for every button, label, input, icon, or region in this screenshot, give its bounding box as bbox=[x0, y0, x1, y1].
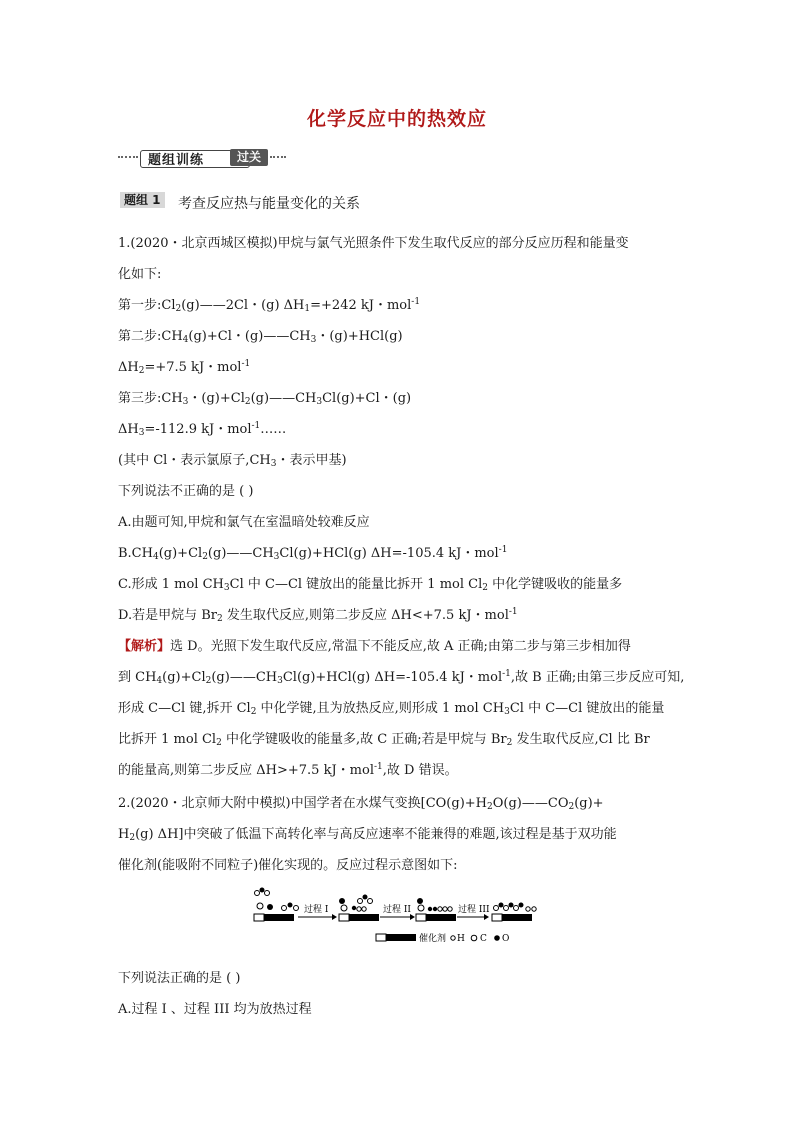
legend-h: H bbox=[457, 934, 465, 944]
q1-analysis-3: 形成 C—Cl 键,拆开 $Cl_2$ 中化学键,且为放热反应,则形成 1 mol $CH_3Cl$ 中 C—Cl 键放出的能量 bbox=[118, 701, 665, 717]
stage-4 bbox=[492, 903, 536, 922]
arrow-process-2 bbox=[380, 903, 415, 920]
section-banner bbox=[118, 148, 286, 170]
q2-question: 下列说法正确的是 ( ) bbox=[118, 971, 241, 986]
q1-analysis-1 bbox=[118, 635, 631, 654]
label-process-1: 过程 I bbox=[304, 905, 329, 915]
q1-step-1: 第一步$:Cl_2(g)——2Cl$・(g) $\Delta H_1=+242$ kJ・mol$^{-1}$ bbox=[118, 297, 421, 314]
q2-stem-1: 2.(2020・北京师大附中模拟)中国学者在水煤气变换[$CO(g)+H_2O(g)——CO_2(g)+$ bbox=[118, 796, 604, 812]
diagram-legend bbox=[376, 932, 509, 944]
group-label: 题组 1 bbox=[120, 192, 165, 208]
arrow-process-3 bbox=[457, 903, 490, 920]
banner-badge: 过关 bbox=[230, 149, 268, 166]
q1-stem-1: 1.(2020・北京西城区模拟)甲烷与氯气光照条件下发生取代反应的部分反应历程和能量变 bbox=[118, 236, 629, 251]
banner-label: 题组训练 bbox=[148, 153, 205, 168]
q1-question: 下列说法不正确的是 ( ) bbox=[118, 484, 254, 499]
q1-option-c: C.形成 1 mol $CH_3Cl$ 中 C—Cl 键放出的能量比拆开 1 mol $Cl_2$ 中化学键吸收的能量多 bbox=[118, 577, 623, 593]
q1-analysis-2: 到 $CH_4(g)+Cl_2(g)——CH_3Cl(g)+HCl(g)$ ΔH=-105.4 kJ・mol$^{-1}$,故 B 正确;由第三步反应可知, bbox=[118, 669, 685, 686]
label-process-3: 过程 III bbox=[458, 905, 490, 915]
page-title: 化学反应中的热效应 bbox=[306, 108, 487, 130]
q1-analysis-4: 比拆开 1 mol $Cl_2$ 中化学键吸收的能量多,故 C 正确;若是甲烷与 $Br_2$ 发生取代反应,Cl 比 Br bbox=[118, 732, 650, 748]
banner-dots-left bbox=[118, 156, 138, 161]
q1-step-2: 第二步$:CH_4(g)+Cl$・$(g)——CH_3$・(g)+HCl(g) bbox=[118, 329, 403, 345]
q1-step-2-enthalpy: $\Delta H_2=+7.5$ kJ・mol$^{-1}$ bbox=[118, 359, 251, 376]
reaction-process-diagram bbox=[252, 884, 542, 946]
arrow-process-1 bbox=[298, 903, 337, 920]
q1-analysis-5: 的能量高,则第二步反应 ΔH>+7.5 kJ・mol$^{-1}$,故 D 错误。 bbox=[118, 762, 458, 778]
q1-step-3-enthalpy: $\Delta H_3=-112.9$ kJ・mol$^{-1}$…… bbox=[118, 421, 287, 438]
q2-stem-3: 催化剂(能吸附不同粒子)催化实现的。反应过程示意图如下: bbox=[118, 858, 458, 873]
q1-stem-2: 化如下: bbox=[118, 267, 162, 282]
q2-option-a: A.过程 I 、过程 III 均为放热过程 bbox=[118, 1002, 312, 1017]
group-topic: 考查反应热与能量变化的关系 bbox=[178, 196, 360, 212]
q1-option-b: $B.CH_4(g)+Cl_2(g)——CH_3Cl(g)+HCl(g)$ ΔH=-105.4 kJ・mol$^{-1}$ bbox=[118, 545, 508, 562]
q1-note: (其中 Cl・表示氯原子$,CH_3$・表示甲基) bbox=[118, 453, 347, 469]
banner-dots-right bbox=[270, 156, 286, 161]
analysis-label: 【解析】 bbox=[118, 639, 171, 654]
label-process-2: 过程 II bbox=[383, 905, 411, 915]
stage-2 bbox=[339, 895, 379, 922]
stage-3 bbox=[416, 898, 456, 921]
stage-1 bbox=[254, 888, 299, 922]
legend-catalyst: 催化剂 bbox=[419, 934, 447, 944]
analysis-text-1: 选 D。光照下发生取代反应,常温下不能反应,故 A 正确;由第二步与第三步相加得 bbox=[170, 639, 631, 654]
q1-option-a: A.由题可知,甲烷和氯气在室温暗处较难反应 bbox=[118, 515, 370, 530]
q1-option-d: D.若是甲烷与 $Br_2$ 发生取代反应,则第二步反应 ΔH<+7.5 kJ・mol$^{-1}$ bbox=[118, 607, 518, 624]
legend-c: C bbox=[480, 934, 487, 944]
legend-o: O bbox=[502, 934, 510, 944]
q2-stem-2: $H_2(g)$ ΔH]中突破了低温下高转化率与高反应速率不能兼得的难题,该过程是基于双功能 bbox=[118, 827, 617, 843]
q1-step-3: 第三步$:CH_3$・$(g)+Cl_2(g)——CH_3Cl(g)+Cl$・(g) bbox=[118, 391, 412, 407]
